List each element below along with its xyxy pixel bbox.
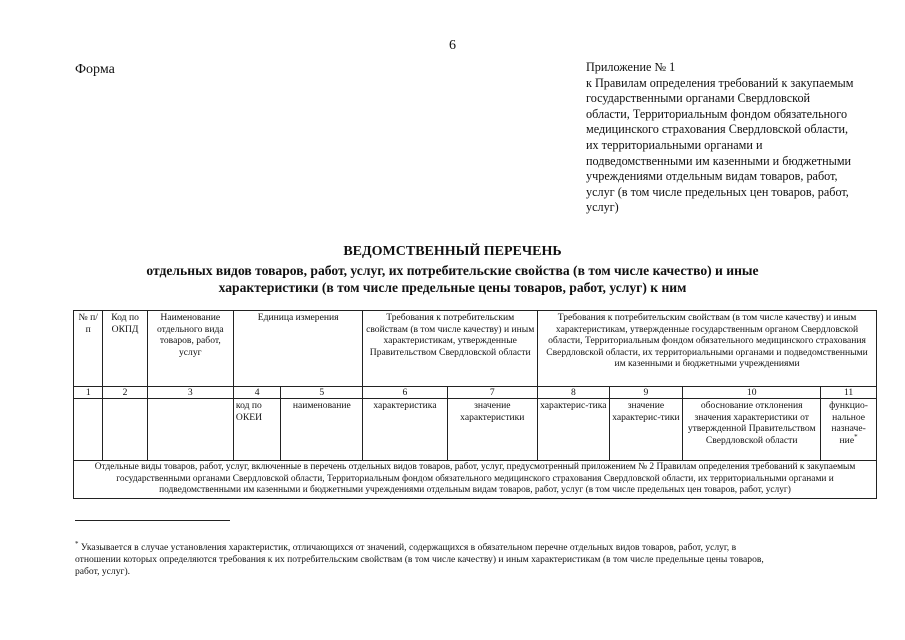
requirements-table <box>73 310 877 499</box>
form-label: Форма <box>75 62 115 77</box>
appendix-line: учреждениями отдельным видам товаров, работ, <box>586 169 838 184</box>
header-okpd-code: Код по ОКПД <box>103 311 147 387</box>
subheader-characteristic-value-org: значение характерис-тики <box>609 399 683 461</box>
footnote-line: отношении которых определяются требования к их потребительским свойствам (в том числе качеству) и иным характеристикам (в том числе предельные цены товаров, <box>75 554 764 565</box>
empty-cell <box>74 399 103 461</box>
subheader-functional-purpose <box>821 399 877 461</box>
subheader-row <box>74 399 877 461</box>
document-title: ВЕДОМСТВЕННЫЙ ПЕРЕЧЕНЬ <box>343 244 562 259</box>
appendix-line: подведомственными им казенными и бюджетными <box>586 153 852 168</box>
footnote-mark: * <box>75 539 79 548</box>
subtitle-line: характеристики (в том числе предельные цены товаров, работ, услуг) к ним <box>218 280 687 295</box>
document-subtitle <box>0 262 905 296</box>
functional-purpose-text: функцио-нальное назначе-ние <box>829 400 868 446</box>
column-number: 5 <box>281 387 363 399</box>
empty-cell <box>147 399 233 461</box>
header-row <box>74 311 877 387</box>
note-row <box>74 461 877 499</box>
footnote-divider <box>75 520 230 521</box>
column-number: 1 <box>74 387 103 399</box>
appendix-block <box>586 60 886 216</box>
appendix-line: к Правилам определения требований к закупаемым <box>586 75 854 90</box>
header-requirements-government: Требования к потребительским свойствам (в том числе качеству) и иным характеристикам, утвержденные Правительством Свердловской области <box>363 311 538 387</box>
header-unit: Единица измерения <box>233 311 362 387</box>
page-number: 6 <box>449 38 456 53</box>
appendix-line: их территориальными органами и <box>586 137 763 152</box>
column-number: 10 <box>683 387 821 399</box>
appendix-line: медицинского страхования Свердловской области, <box>586 122 849 137</box>
column-number: 11 <box>821 387 877 399</box>
empty-cell <box>103 399 147 461</box>
appendix-line: услуг) <box>586 200 619 215</box>
subtitle-line: отдельных видов товаров, работ, услуг, их потребительские свойства (в том числе качество) и иные <box>146 263 759 278</box>
footnote <box>75 539 875 578</box>
footnote-line <box>75 539 875 554</box>
column-number: 6 <box>363 387 447 399</box>
footnote-text: Указывается в случае установления характеристик, отличающихся от значений, содержащихся в обязательном перечне отдельных видов товаров, работ, услуг, в <box>78 542 737 553</box>
column-number: 9 <box>609 387 683 399</box>
subheader-unit-name: наименование <box>281 399 363 461</box>
column-number: 2 <box>103 387 147 399</box>
column-number: 3 <box>147 387 233 399</box>
header-item-name: Наименование отдельного вида товаров, работ, услуг <box>147 311 233 387</box>
column-number: 7 <box>447 387 538 399</box>
header-row-number: № п/п <box>74 311 103 387</box>
note-text: Отдельные виды товаров, работ, услуг, включенные в перечень отдельных видов товаров, работ, услуг, предусмотренный приложением № 2 Правилам определения требований к закупаемым государственными органами Свердловской области, Территориальным фондом обязательного медицинского страхования Свердловской области, их территориальными органами и подведомственными им казенными и бюджетными учреждениями отдельным видам товаров, работ, услуг (в том числе предельных цен товаров, работ, услуг) <box>74 461 877 499</box>
footnote-line: работ, услуг). <box>75 566 131 577</box>
appendix-line: государственными органами Свердловской <box>586 91 811 106</box>
column-number: 8 <box>538 387 610 399</box>
header-requirements-organization: Требования к потребительским свойствам (в том числе качеству) и иным характеристикам, утвержденные государственным органом Свердловской области, Территориальным фондом обязательного медицинского страхования Свердловской области, их территориальными органами и подведомственными им казенными и бюджетными учреждениями <box>538 311 877 387</box>
subheader-characteristic: характеристика <box>363 399 447 461</box>
subheader-okei-code: код по ОКЕИ <box>233 399 280 461</box>
column-number-row <box>74 387 877 399</box>
appendix-line: услуг (в том числе предельных цен товаров, работ, <box>586 184 849 199</box>
column-number: 4 <box>233 387 280 399</box>
appendix-line: Приложение № 1 <box>586 60 676 74</box>
subheader-characteristic-value: значение характеристики <box>447 399 538 461</box>
subheader-deviation-justification: обоснование отклонения значения характеристики от утвержденной Правительством Свердловской области <box>683 399 821 461</box>
footnote-mark: * <box>854 432 858 441</box>
appendix-line: области, Территориальным фондом обязательного <box>586 106 848 121</box>
subheader-characteristic-org: характерис-тика <box>538 399 610 461</box>
